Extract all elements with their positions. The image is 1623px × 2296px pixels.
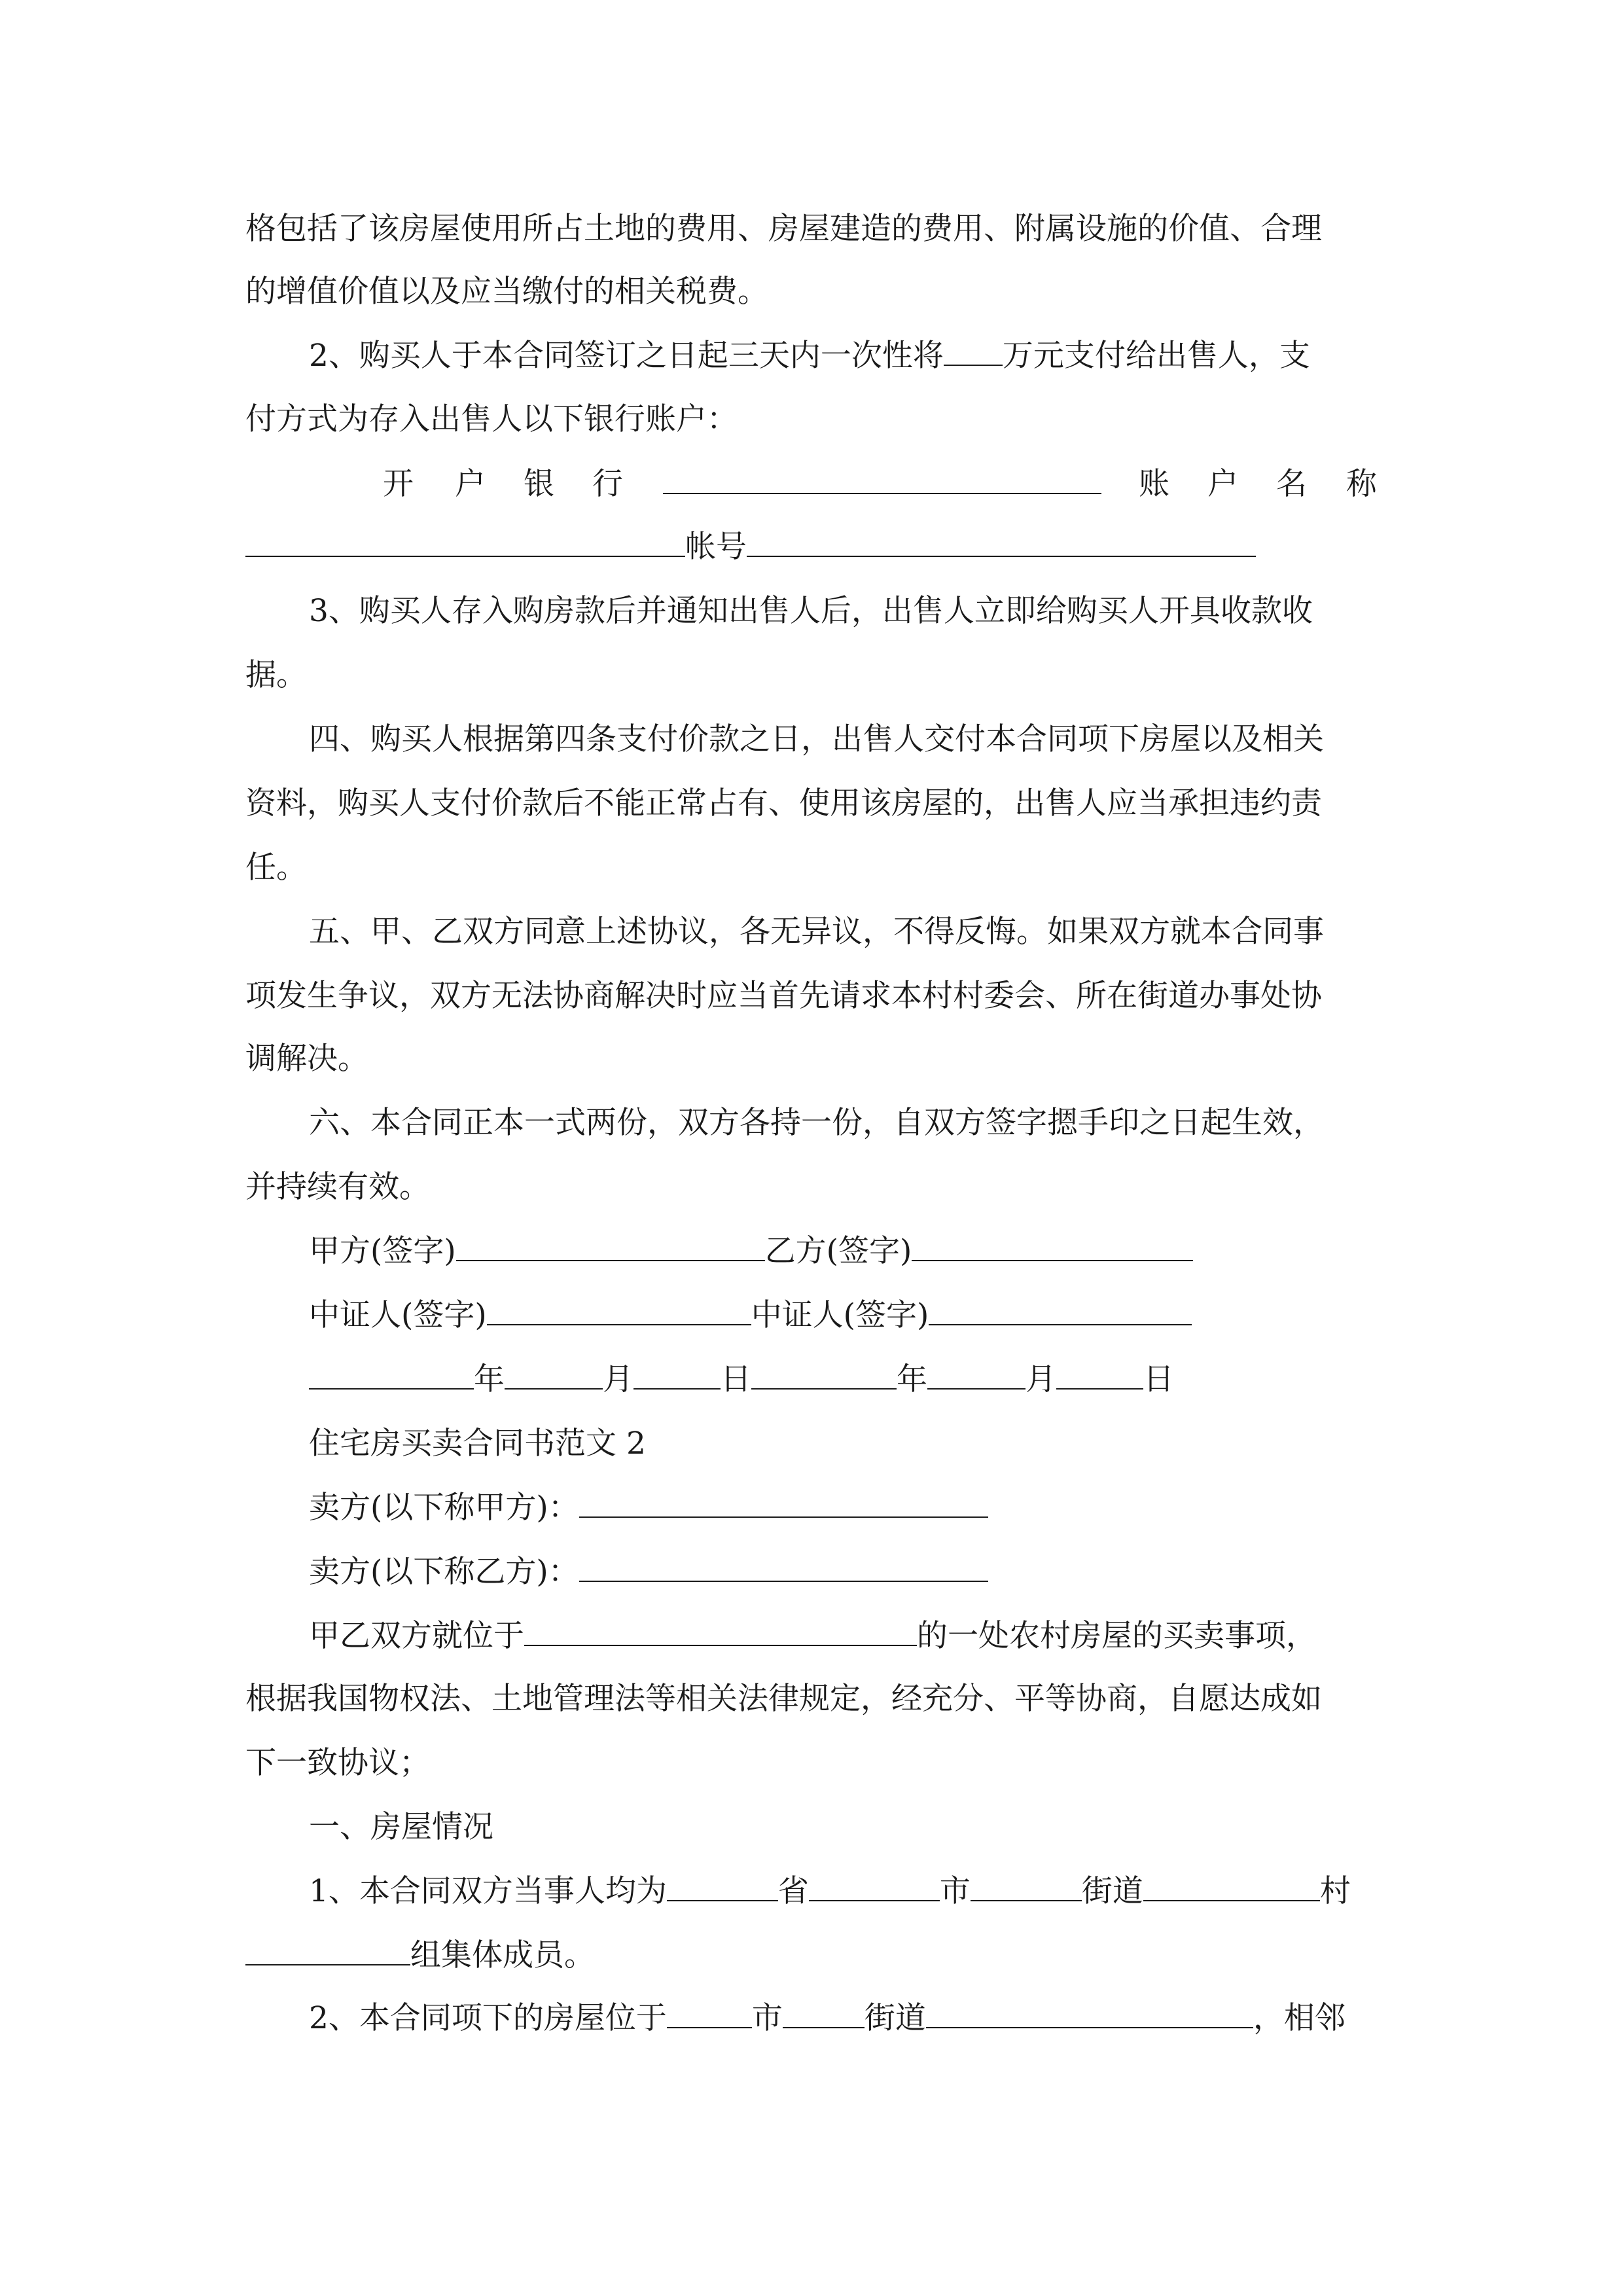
day-field-a[interactable] — [633, 1348, 721, 1390]
bank-name-field[interactable] — [663, 452, 1101, 494]
date-line: 年 月 日 年 月 日 — [309, 1347, 1174, 1412]
seller-a-field[interactable] — [579, 1476, 988, 1518]
paragraph-line: 付方式为存入出售人以下银行账户： — [245, 401, 738, 437]
party-a-signature-field[interactable] — [456, 1219, 765, 1261]
paragraph-line: 五、甲、乙双方同意上述协议，各无异议，不得反悔。如果双方就本合同事 — [309, 914, 1324, 950]
item2-street-field-a[interactable] — [783, 1986, 865, 2028]
seller-b-field[interactable] — [579, 1540, 988, 1582]
paragraph-line: 四、购买人根据第四条支付价款之日，出售人交付本合同项下房屋以及相关 — [309, 721, 1324, 757]
city-field[interactable] — [809, 1859, 940, 1901]
street-field[interactable] — [971, 1859, 1082, 1901]
paragraph-line: 3、购买人存入购房款后并通知出售人后，出售人立即给购买人开具收款收 — [309, 593, 1313, 629]
paragraph-line: 任。 — [245, 850, 307, 886]
year-field-b[interactable] — [751, 1348, 897, 1390]
account-line: 帐号 — [245, 514, 1256, 580]
location-field[interactable] — [524, 1604, 917, 1646]
witness-2-signature-field[interactable] — [929, 1283, 1192, 1325]
account-name-label: 名 — [1276, 466, 1307, 502]
account-name-label: 称 — [1346, 466, 1377, 502]
item2-address-field[interactable] — [926, 1986, 1253, 2028]
month-field-a[interactable] — [505, 1348, 603, 1390]
section-title: 住宅房买卖合同书范文 2 — [309, 1426, 646, 1462]
province-field[interactable] — [667, 1859, 778, 1901]
bank-label: 银 — [524, 466, 554, 502]
witness-1-signature-field[interactable] — [487, 1283, 751, 1325]
paragraph-line: 的增值价值以及应当缴付的相关税费。 — [245, 274, 768, 310]
item-2-line: 2、本合同项下的房屋位于 市 街道 ，相邻 — [309, 1986, 1346, 2051]
witness-line: 中证人(签字) 中证人(签字) — [309, 1283, 1192, 1348]
paragraph-line: 项发生争议，双方无法协商解决时应当首先请求本村村委会、所在街道办事处协 — [245, 978, 1322, 1014]
village-field[interactable] — [1143, 1859, 1320, 1901]
paragraph-line: 甲乙双方就位于 的一处农村房屋的买卖事项， — [309, 1604, 1317, 1669]
month-field-b[interactable] — [927, 1348, 1026, 1390]
paragraph-line: 并持续有效。 — [245, 1169, 430, 1205]
account-name-label: 户 — [1207, 466, 1238, 502]
paragraph-line: 六、本合同正本一式两份，双方各持一份，自双方签字摁手印之日起生效， — [309, 1105, 1324, 1141]
paragraph-line: 资料，购买人支付价款后不能正常占有、使用该房屋的，出售人应当承担违约责 — [245, 785, 1322, 821]
account-name-field[interactable] — [245, 515, 685, 557]
seller-b-line: 卖方(以下称乙方)： — [309, 1539, 988, 1605]
paragraph-line: 格包括了该房屋使用所占土地的费用、房屋建造的费用、附属设施的价值、合理 — [245, 211, 1322, 247]
party-b-signature-field[interactable] — [912, 1219, 1193, 1261]
day-field-b[interactable] — [1056, 1348, 1143, 1390]
account-number-field[interactable] — [747, 515, 1256, 557]
paragraph-line: 据。 — [245, 657, 307, 693]
bank-label: 户 — [455, 466, 486, 502]
group-field[interactable] — [245, 1924, 410, 1965]
paragraph-line: 根据我国物权法、土地管理法等相关法律规定，经充分、平等协商，自愿达成如 — [245, 1681, 1322, 1717]
paragraph-line: 下一致协议； — [245, 1745, 430, 1781]
bank-label: 行 — [592, 466, 623, 502]
item-1-line: 1、本合同双方当事人均为 省 市 街道 村 — [309, 1859, 1351, 1924]
bank-name-field-wrap — [663, 452, 1101, 517]
year-field-a[interactable] — [309, 1348, 474, 1390]
item2-city-field[interactable] — [667, 1986, 752, 2028]
item-1-line-2: 组集体成员。 — [245, 1923, 595, 1988]
paragraph-line: 调解决。 — [245, 1041, 368, 1077]
amount-blank[interactable] — [944, 324, 1003, 366]
signature-line: 甲方(签字) 乙方(签字) — [309, 1219, 1193, 1284]
bank-label: 开 — [383, 466, 414, 502]
paragraph-line: 2、购买人于本合同签订之日起三天内一次性将 万元支付给出售人，支 — [309, 323, 1310, 389]
seller-a-line: 卖方(以下称甲方)： — [309, 1475, 988, 1541]
account-name-label: 账 — [1139, 466, 1169, 502]
section-heading: 一、房屋情况 — [309, 1809, 493, 1845]
